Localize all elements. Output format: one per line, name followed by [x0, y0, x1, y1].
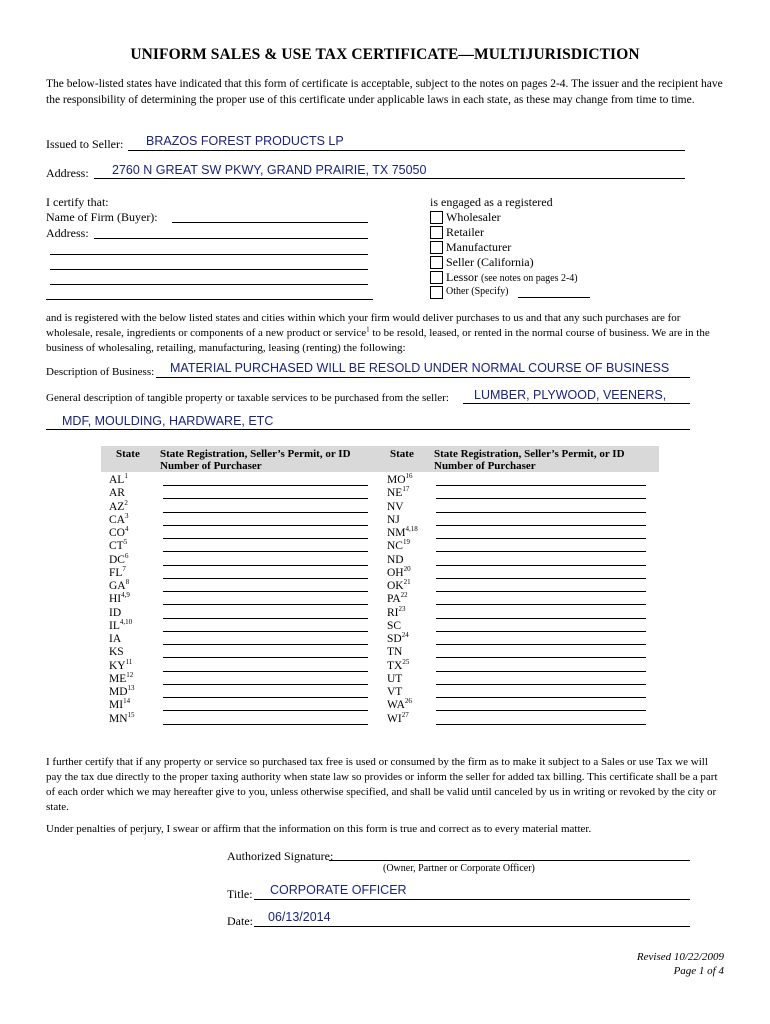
- state-footnote: 25: [402, 657, 410, 666]
- state-footnote: 6: [124, 551, 129, 560]
- date-field[interactable]: 06/13/2014: [268, 910, 331, 924]
- registration-line-sd[interactable]: [436, 644, 646, 645]
- issued-to-seller-field[interactable]: BRAZOS FOREST PRODUCTS LP: [146, 134, 344, 148]
- state-code: CT: [109, 540, 124, 553]
- buyer-address-line-3[interactable]: [50, 269, 368, 270]
- state-footnote: 4,9: [121, 591, 130, 600]
- perjury-statement: Under penalties of perjury, I swear or affirm that the information on this form is true and correct as to every material matter.: [46, 823, 592, 835]
- state-hi: [109, 593, 130, 606]
- registration-line-wi[interactable]: [436, 724, 646, 725]
- state-footnote: 27: [401, 710, 409, 719]
- registration-line-hi[interactable]: [163, 604, 368, 605]
- state-al: [109, 474, 128, 487]
- state-nv: [387, 501, 404, 514]
- state-code: MI: [109, 699, 124, 712]
- registration-line-al[interactable]: [163, 485, 368, 486]
- state-footnote: 23: [398, 604, 406, 613]
- general-description-label: General description of tangible property or taxable services to be purchased from the seller:: [46, 392, 449, 404]
- state-il: [109, 617, 133, 633]
- state-footnote: 16: [405, 472, 413, 481]
- general-description-field-1[interactable]: LUMBER, PLYWOOD, VEENERS,: [474, 388, 667, 402]
- registration-line-sc[interactable]: [436, 631, 646, 632]
- state-code: NC: [387, 540, 403, 553]
- state-footnote: 13: [127, 684, 135, 693]
- state-footnote: 4: [124, 525, 129, 534]
- title-field[interactable]: CORPORATE OFFICER: [270, 883, 407, 897]
- state-code: UT: [387, 672, 403, 685]
- state-vt: [387, 686, 402, 699]
- seller-address-line: [94, 178, 685, 179]
- state-footnote: 26: [404, 697, 412, 706]
- state-code: KY: [109, 659, 126, 672]
- state-nc: [387, 540, 410, 553]
- signature-label: Authorized Signature:: [227, 849, 334, 863]
- state-code: PA: [387, 593, 401, 606]
- state-code: NV: [387, 500, 404, 513]
- page-number: Page 1 of 4: [673, 965, 724, 977]
- registration-line-ne[interactable]: [436, 498, 646, 499]
- title-label: Title:: [227, 887, 253, 901]
- state-code: SC: [387, 619, 402, 632]
- date-line: [254, 926, 690, 927]
- state-code: ID: [109, 606, 122, 619]
- state-code: NM: [387, 527, 406, 539]
- state-ri: [387, 604, 406, 620]
- issued-to-seller-line: [128, 150, 685, 151]
- state-code: AZ: [109, 500, 125, 513]
- state-footnote: 17: [402, 485, 410, 494]
- registration-line-ri[interactable]: [436, 618, 646, 619]
- description-label: Description of Business:: [46, 366, 155, 378]
- state-header-left: State: [116, 448, 140, 460]
- seller-address-field[interactable]: 2760 N GREAT SW PKWY, GRAND PRAIRIE, TX 75050: [112, 163, 427, 177]
- engaged-heading: is engaged as a registered: [430, 195, 553, 209]
- registration-line-nm[interactable]: [436, 538, 646, 539]
- state-code: CO: [109, 527, 125, 539]
- wholesaler-checkbox[interactable]: [430, 211, 443, 224]
- state-fl: [109, 564, 126, 580]
- state-header-right: State: [390, 448, 414, 460]
- registration-line-dc[interactable]: [163, 565, 368, 566]
- state-ks: [109, 646, 124, 659]
- state-footnote: 22: [400, 591, 408, 600]
- state-code: MD: [109, 686, 128, 698]
- seller-california-checkbox[interactable]: [430, 256, 443, 269]
- state-code: AL: [109, 474, 125, 486]
- state-sd: [387, 633, 409, 646]
- state-code: TN: [387, 646, 403, 659]
- registration-line-nv[interactable]: [436, 512, 646, 513]
- state-ut: [387, 673, 402, 686]
- registration-line-fl[interactable]: [163, 578, 368, 579]
- registration-line-oh[interactable]: [436, 578, 646, 579]
- registration-line-ut[interactable]: [436, 684, 646, 685]
- state-footnote: 20: [403, 564, 411, 573]
- state-footnote: 15: [127, 710, 135, 719]
- registration-header-right: State Registration, Seller’s Permit, or ID Number of Purchaser: [434, 448, 625, 472]
- registration-line-ga[interactable]: [163, 591, 368, 592]
- intro-paragraph: The below-listed states have indicated that this form of certificate is acceptable, subject to the notes on pages 2-4. The issuer and the recipient have the responsibility of determining the proper use of this certificate under applicable laws in each state, as these may change from time to time.: [46, 78, 723, 106]
- other-specify-label: Other (Specify): [446, 286, 509, 297]
- wholesaler-label: Wholesaler: [446, 210, 501, 224]
- date-label: Date:: [227, 914, 253, 928]
- buyer-address-line-1[interactable]: [94, 238, 368, 239]
- issued-to-seller-label: Issued to Seller:: [46, 137, 124, 151]
- registration-line-mi[interactable]: [163, 710, 368, 711]
- state-tn: [387, 646, 402, 659]
- state-code: IL: [109, 619, 120, 632]
- state-code: MN: [109, 712, 128, 725]
- manufacturer-checkbox[interactable]: [430, 241, 443, 254]
- registration-line-pa[interactable]: [436, 604, 646, 605]
- state-footnote: 4,18: [405, 525, 418, 534]
- lessor-note: (see notes on pages 2-4): [481, 273, 578, 284]
- registration-line-mo[interactable]: [436, 485, 646, 486]
- state-code: VT: [387, 686, 403, 698]
- retailer-label: Retailer: [446, 225, 484, 239]
- state-code: WI: [387, 712, 402, 725]
- state-code: HI: [109, 593, 122, 606]
- state-code: ME: [109, 672, 127, 685]
- registration-header-left: State Registration, Seller’s Permit, or ID Number of Purchaser: [160, 448, 351, 472]
- state-footnote: 7: [122, 564, 126, 573]
- seller-address-label: Address:: [46, 166, 89, 180]
- registration-line-ok[interactable]: [436, 591, 646, 592]
- state-code: OH: [387, 566, 404, 579]
- buyer-address-line-5[interactable]: [46, 299, 373, 300]
- registration-line-nc[interactable]: [436, 551, 646, 552]
- registration-line-md[interactable]: [163, 697, 368, 698]
- registration-line-ar[interactable]: [163, 498, 368, 499]
- state-code: MO: [387, 474, 406, 486]
- state-code: RI: [387, 606, 399, 619]
- state-code: NE: [387, 487, 403, 500]
- certify-label: I certify that:: [46, 195, 109, 209]
- registration-line-tn[interactable]: [436, 657, 646, 658]
- registration-line-tx[interactable]: [436, 671, 646, 672]
- state-code: DC: [109, 553, 125, 566]
- state-code: ND: [387, 553, 404, 566]
- state-footnote: 24: [401, 631, 409, 640]
- buyer-address-line-2[interactable]: [50, 254, 368, 255]
- state-footnote: 2: [124, 498, 128, 507]
- revised-date: Revised 10/22/2009: [636, 951, 724, 963]
- registration-line-az[interactable]: [163, 512, 368, 513]
- state-nd: [387, 554, 404, 567]
- registration-line-mn[interactable]: [163, 724, 368, 725]
- state-footnote: 12: [126, 670, 134, 679]
- registered-paragraph: and is registered with the below listed states and cities within which your firm would deliver purchases to us and that any such purchases are for wholesale, resale, ingredients or components of a new product or service: [46, 312, 681, 339]
- form-title: UNIFORM SALES & USE TAX CERTIFICATE—MULTIJURISDICTION: [130, 46, 640, 63]
- state-footnote: 5: [123, 538, 128, 547]
- state-code: TX: [387, 659, 403, 672]
- state-code: OK: [387, 580, 404, 592]
- further-certify-paragraph: I further certify that if any property or service so purchased tax free is used or consumed by the firm as to make it subject to a Sales or use Tax we will pay the tax due directly to the proper taxing authority when state law so provides or inform the seller for added tax billing. This certificate shall be a part of each order which we may hereafter give to you, unless otherwise specified, and shall be valid until canceled by us in writing or revoked by the city or state.: [46, 756, 718, 813]
- registration-line-nj[interactable]: [436, 525, 646, 526]
- state-footnote: 21: [403, 578, 411, 587]
- state-md: [109, 686, 135, 699]
- description-line: [156, 377, 690, 378]
- retailer-checkbox[interactable]: [430, 226, 443, 239]
- registration-line-ia[interactable]: [163, 644, 368, 645]
- state-ia: [109, 633, 121, 646]
- state-code: CA: [109, 513, 125, 526]
- state-code: IA: [109, 633, 122, 645]
- registration-line-ca[interactable]: [163, 525, 368, 526]
- other-specify-line[interactable]: [518, 297, 590, 298]
- state-wi: [387, 710, 409, 726]
- registration-line-id[interactable]: [163, 618, 368, 619]
- state-ar: [109, 487, 125, 500]
- lessor-checkbox[interactable]: [430, 271, 443, 284]
- state-code: GA: [109, 580, 126, 592]
- registration-line-nd[interactable]: [436, 565, 646, 566]
- buyer-address-label: Address:: [46, 226, 89, 240]
- signature-line[interactable]: [329, 860, 690, 861]
- state-footnote: 3: [124, 511, 129, 520]
- description-field[interactable]: MATERIAL PURCHASED WILL BE RESOLD UNDER NORMAL COURSE OF BUSINESS: [170, 361, 670, 375]
- registration-line-ct[interactable]: [163, 551, 368, 552]
- registration-line-il[interactable]: [163, 631, 368, 632]
- state-code: NJ: [387, 513, 400, 526]
- state-footnote: 14: [123, 697, 131, 706]
- lessor-label: Lessor: [446, 270, 478, 284]
- state-code: FL: [109, 566, 123, 579]
- state-footnote: 11: [125, 657, 133, 666]
- state-code: WA: [387, 699, 405, 712]
- state-footnote: 8: [125, 578, 130, 587]
- general-description-line-1: [463, 403, 690, 404]
- state-mn: [109, 710, 135, 726]
- registration-line-ky[interactable]: [163, 671, 368, 672]
- state-code: KS: [109, 646, 124, 659]
- registration-line-ks[interactable]: [163, 657, 368, 658]
- state-code: AR: [109, 487, 125, 500]
- title-line: [254, 899, 690, 900]
- manufacturer-label: Manufacturer: [446, 240, 512, 254]
- state-ne: [387, 487, 409, 500]
- seller-california-label: Seller (California): [446, 255, 534, 269]
- registration-line-wa[interactable]: [436, 710, 646, 711]
- state-footnote: 1: [124, 472, 128, 481]
- state-tx: [387, 657, 410, 673]
- general-description-line-2: [46, 429, 690, 430]
- registration-line-co[interactable]: [163, 538, 368, 539]
- state-code: SD: [387, 633, 402, 645]
- buyer-address-line-4[interactable]: [50, 284, 368, 285]
- registered-paragraph-end: to be resold, leased, or rented in the normal course of business. We are in the business of wholesaling, retailing, manufacturing, leasing (renting) the following:: [46, 327, 710, 354]
- general-description-field-2[interactable]: MDF, MOULDING, HARDWARE, ETC: [62, 414, 274, 428]
- other-specify-checkbox[interactable]: [430, 286, 443, 299]
- registered-paragraph-footnote: 1: [366, 325, 370, 334]
- registration-line-vt[interactable]: [436, 697, 646, 698]
- state-nj: [387, 514, 400, 527]
- state-footnote: 19: [402, 538, 410, 547]
- buyer-firm-label: Name of Firm (Buyer):: [46, 210, 158, 224]
- state-sc: [387, 620, 401, 633]
- signature-note: (Owner, Partner or Corporate Officer): [383, 863, 535, 874]
- state-footnote: 4,10: [119, 617, 133, 626]
- buyer-firm-line[interactable]: [172, 222, 368, 223]
- registration-line-me[interactable]: [163, 684, 368, 685]
